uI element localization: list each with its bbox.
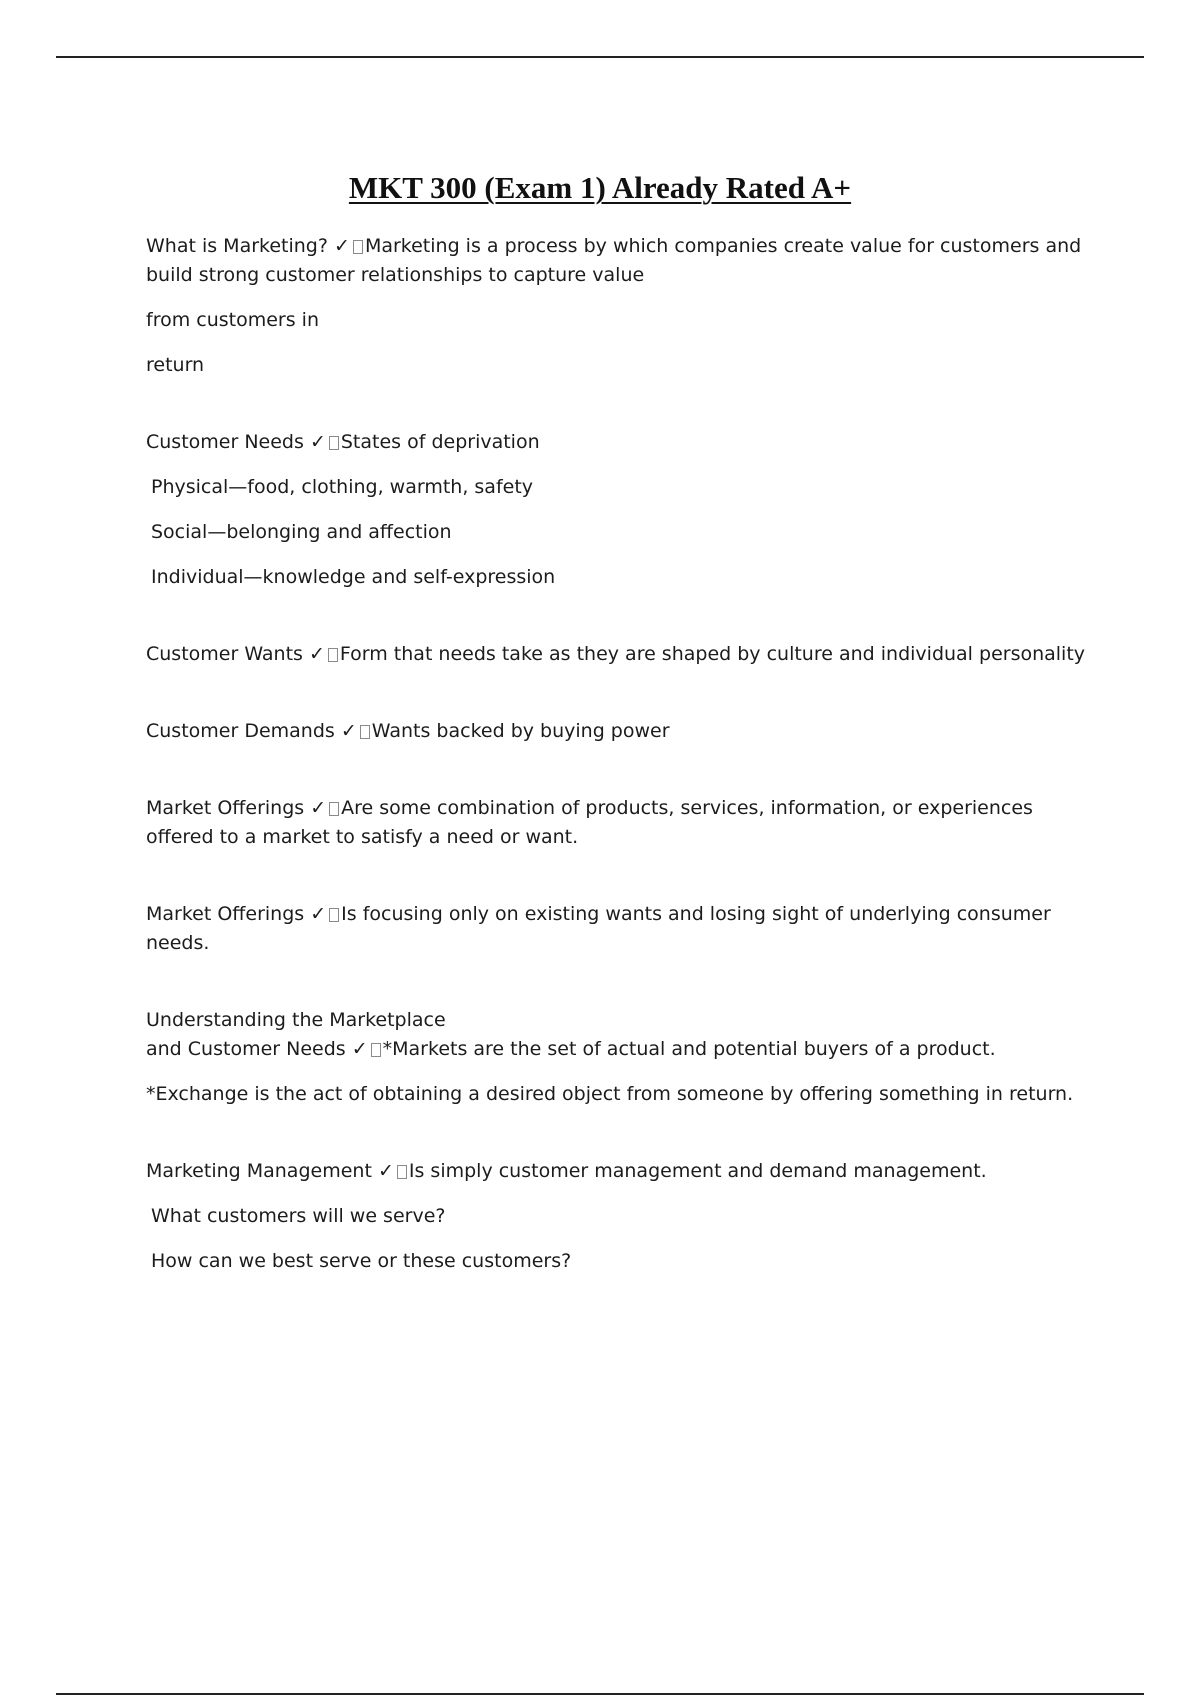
- entry-extra-line: from customers in: [146, 309, 319, 331]
- entry-term: Customer Needs: [146, 431, 304, 453]
- entry-extra-line: return: [146, 354, 205, 376]
- missing-glyph-box-icon: [328, 648, 338, 662]
- entry-customer-needs: [146, 428, 1106, 592]
- entry-definition: Wants backed by buying power: [371, 720, 670, 742]
- checkmark-icon: ✓: [377, 1160, 394, 1182]
- missing-glyph-box-icon: [360, 725, 370, 739]
- missing-glyph-box-icon: [329, 436, 339, 450]
- document-title: [0, 168, 1200, 208]
- entry-line: [146, 1035, 1106, 1064]
- entry-line: [146, 1157, 1106, 1186]
- entry-definition: Is focusing only on existing wants and losing sight of underlying consumer needs.: [146, 903, 1051, 954]
- entry-marketing-management: [146, 1157, 1106, 1276]
- bottom-rule: [56, 1693, 1144, 1695]
- checkmark-icon: ✓: [310, 903, 327, 925]
- entry-definition: *Markets are the set of actual and potential buyers of a product.: [382, 1038, 996, 1060]
- entry-customer-demands: [146, 717, 1106, 746]
- checkmark-icon: ✓: [351, 1038, 368, 1060]
- entry-definition: Marketing is a process by which companies create value for customers and build strong customer relationships to capture value: [146, 235, 1082, 286]
- entry-extra-line: *Exchange is the act of obtaining a desired object from someone by offering something in return.: [146, 1083, 1074, 1105]
- document-title-text: MKT 300 (Exam 1) Already Rated A+: [348, 170, 852, 205]
- entry-line: [146, 900, 1106, 958]
- entry-market-offerings: [146, 794, 1106, 852]
- entry-line: [146, 232, 1106, 290]
- entry-term: and Customer Needs: [146, 1038, 346, 1060]
- entry-definition: Form that needs take as they are shaped by culture and individual personality: [339, 643, 1086, 665]
- entry-definition: Is simply customer management and demand management.: [408, 1160, 987, 1182]
- entry-term: Market Offerings: [146, 903, 305, 925]
- entry-line: [146, 717, 1106, 746]
- checkmark-icon: ✓: [334, 235, 350, 257]
- entry-term: Marketing Management: [146, 1160, 372, 1182]
- entry-extra-line: How can we best serve or these customers?: [151, 1250, 572, 1272]
- entry-term-line: Understanding the Marketplace: [146, 1009, 446, 1031]
- entry-line: [146, 640, 1106, 669]
- entry-extra-line: Physical—food, clothing, warmth, safety: [151, 476, 534, 498]
- checkmark-icon: ✓: [309, 431, 326, 453]
- missing-glyph-box-icon: [329, 908, 339, 922]
- entry-term: Customer Wants: [146, 643, 303, 665]
- checkmark-icon: ✓: [310, 797, 327, 819]
- missing-glyph-box-icon: [397, 1165, 407, 1179]
- entry-extra-line: Social—belonging and affection: [151, 521, 452, 543]
- entry-customer-wants: [146, 640, 1106, 669]
- entry-definition: States of deprivation: [340, 431, 540, 453]
- entry-market-offerings-2: [146, 900, 1106, 958]
- entry-what-is-marketing: [146, 232, 1106, 380]
- entry-line: [146, 428, 1106, 457]
- entry-term: Market Offerings: [146, 797, 305, 819]
- top-rule: [56, 56, 1144, 58]
- document-body: [146, 232, 1106, 1324]
- checkmark-icon: ✓: [308, 643, 325, 665]
- entry-line: [146, 794, 1106, 852]
- entry-understanding-marketplace: [146, 1006, 1106, 1109]
- missing-glyph-box-icon: [329, 802, 339, 816]
- missing-glyph-box-icon: [353, 240, 363, 254]
- entry-extra-line: Individual—knowledge and self-expression: [151, 566, 556, 588]
- missing-glyph-box-icon: [371, 1043, 381, 1057]
- entry-term: Customer Demands: [146, 720, 335, 742]
- checkmark-icon: ✓: [340, 720, 357, 742]
- entry-definition: Are some combination of products, services, information, or experiences offered to a market to satisfy a need or want.: [146, 797, 1033, 848]
- entry-term: What is Marketing?: [146, 235, 328, 257]
- entry-extra-line: What customers will we serve?: [151, 1205, 446, 1227]
